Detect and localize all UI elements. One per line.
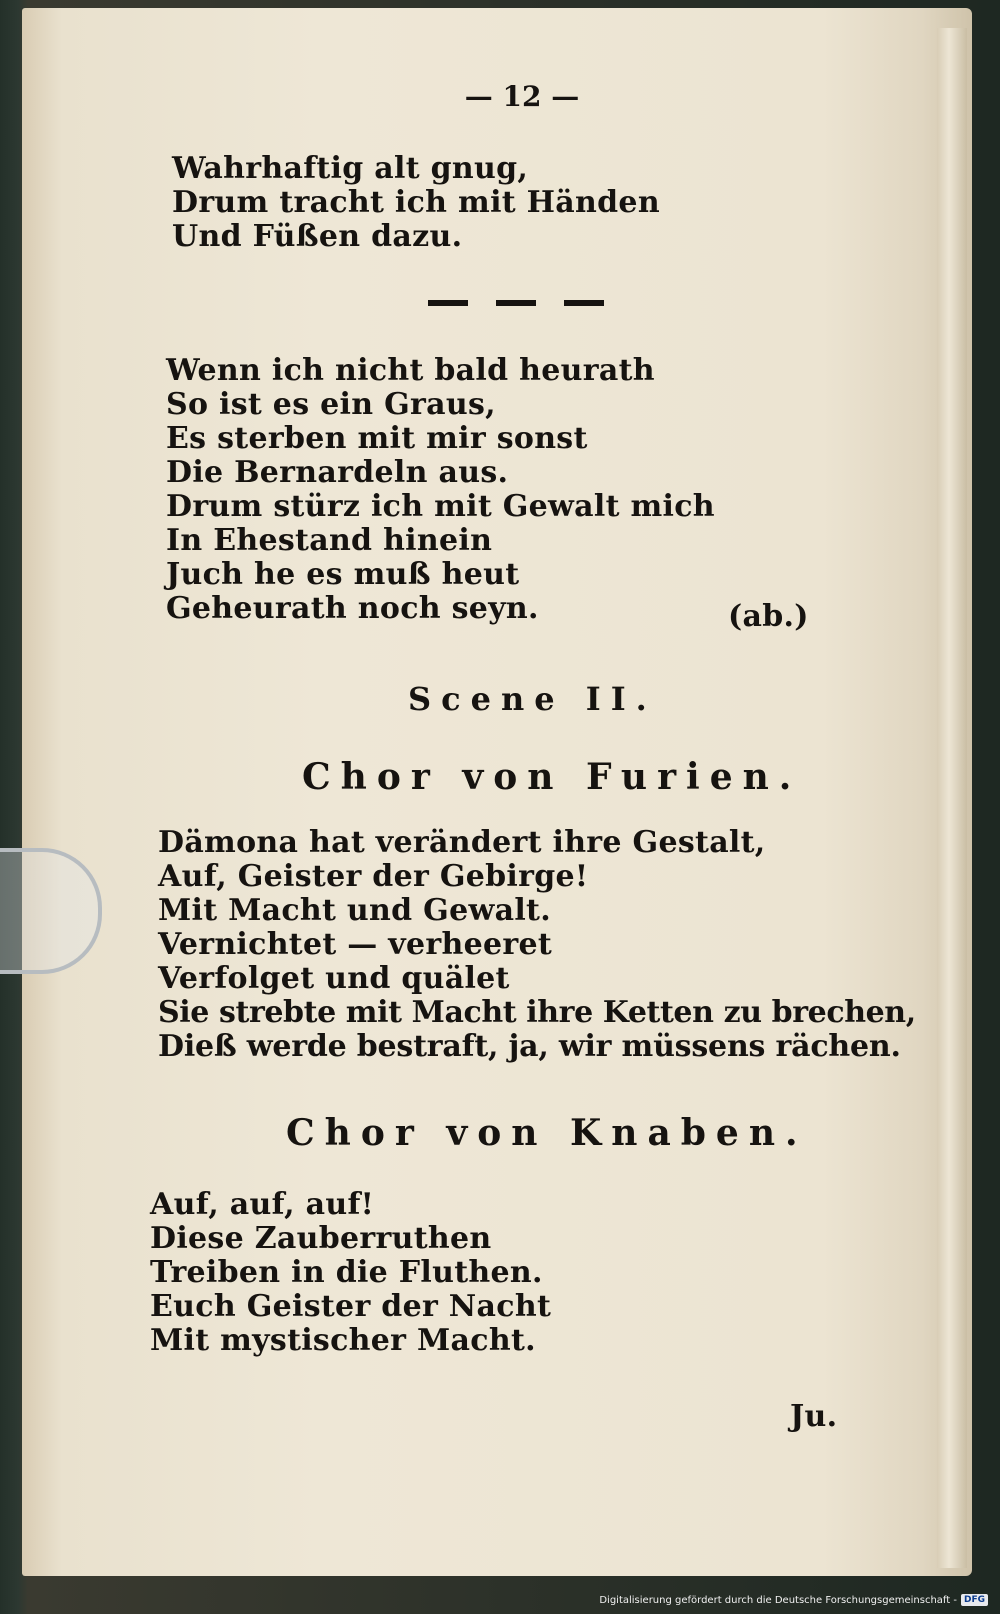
- verse-line: Die Bernardeln aus.: [166, 455, 509, 490]
- verse-line: Euch Geister der Nacht: [150, 1289, 552, 1324]
- page-edge: [937, 28, 967, 1568]
- page-number: — 12 —: [464, 80, 580, 113]
- verse-line: Vernichtet — verheeret: [158, 927, 553, 962]
- verse-line: Treiben in die Fluthen.: [150, 1255, 543, 1290]
- verse-line: Verfolget und quälet: [158, 961, 510, 996]
- stage-direction: (ab.): [728, 599, 809, 634]
- verse-line: Juch he es muß heut: [166, 557, 520, 592]
- verse-line: Auf, auf, auf!: [150, 1187, 375, 1222]
- verse-line: Diese Zauberruthen: [150, 1221, 492, 1256]
- verse-line: In Ehestand hinein: [166, 523, 493, 558]
- verse-line: Mit mystischer Macht.: [150, 1323, 536, 1358]
- verse-line: Wenn ich nicht bald heurath: [166, 353, 655, 388]
- verse-line: Drum tracht ich mit Händen: [172, 185, 660, 220]
- verse-line: Mit Macht und Gewalt.: [158, 893, 551, 928]
- verse-line: Auf, Geister der Gebirge!: [158, 859, 589, 894]
- verse-line: Dieß werde bestraft, ja, wir müssens rächen.: [158, 1029, 901, 1064]
- verse-line: Es sterben mit mir sonst: [166, 421, 588, 456]
- verse-line: Und Füßen dazu.: [172, 219, 463, 254]
- verse-line: Wahrhaftig alt gnug,: [172, 151, 529, 186]
- section-divider: [428, 300, 604, 306]
- footer-text: Digitalisierung gefördert durch die Deutsche Forschungsgemeinschaft -: [599, 1594, 957, 1606]
- chorus-heading-furies: Chor von Furien.: [302, 756, 802, 798]
- verse-line: Sie strebte mit Macht ihre Ketten zu brechen,: [158, 995, 916, 1030]
- verse-line: Dämona hat verändert ihre Gestalt,: [158, 825, 766, 860]
- verse-line: So ist es ein Graus,: [166, 387, 496, 422]
- chorus-heading-boys: Chor von Knaben.: [286, 1112, 808, 1154]
- scene-heading: Scene II.: [408, 680, 657, 718]
- verse-line: Drum stürz ich mit Gewalt mich: [166, 489, 715, 524]
- dfg-logo: DFG: [961, 1594, 988, 1606]
- digitization-footer: [599, 1590, 988, 1610]
- catchword: Ju.: [790, 1399, 838, 1434]
- verse-line: Geheurath noch seyn.: [166, 591, 539, 626]
